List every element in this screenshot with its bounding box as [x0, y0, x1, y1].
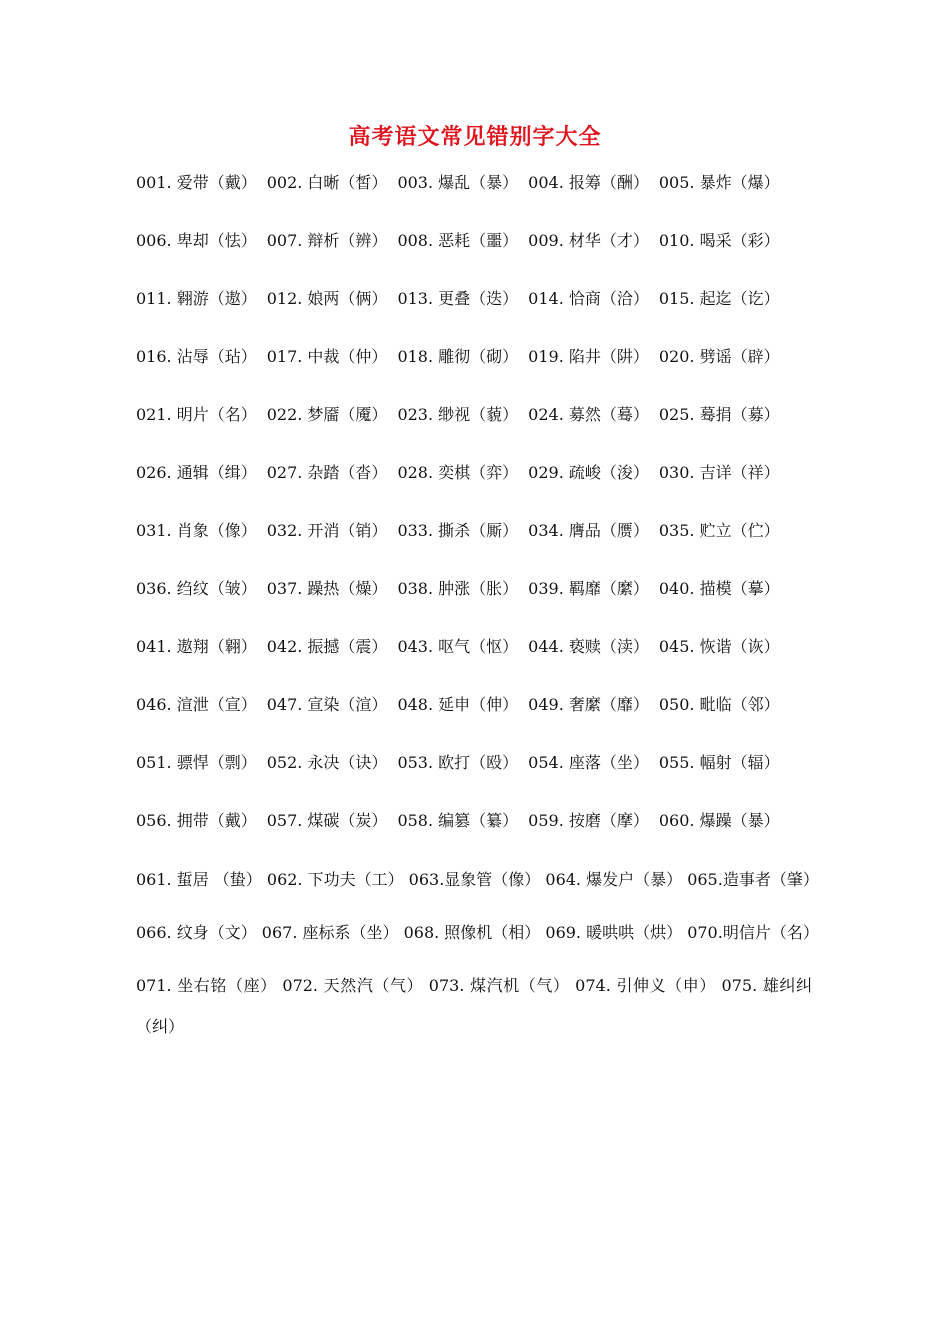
entry-paragraph: 071. 坐右铭（座） 072. 天然汽（气） 073. 煤汽机（气） 074. 引伸义（申） 075. 雄纠纠（纠）: [136, 976, 812, 1036]
entry-item: 057. 煤碳（炭）: [266, 811, 388, 830]
entry-item: 017. 中裁（仲）: [266, 347, 388, 366]
entry-item: 038. 肿涨（胀）: [397, 579, 519, 598]
entry-item: 001. 爱带（戴）: [136, 173, 257, 192]
entry-item: 026. 通辑（缉）: [136, 463, 257, 482]
entry-item: 002. 白晰（皙）: [266, 173, 388, 192]
entry-item: 039. 羁靡（縻）: [528, 579, 649, 598]
entry-item: 053. 欧打（殴）: [397, 753, 519, 772]
entry-line: [136, 400, 812, 430]
entry-item: 007. 辩析（辨）: [266, 231, 388, 250]
entry-item: 050. 毗临（邻）: [658, 695, 780, 714]
entry-item: 013. 更叠（迭）: [397, 289, 519, 308]
entry-line: [136, 690, 812, 720]
entry-item: 059. 按磨（摩）: [528, 811, 649, 830]
entry-item: 056. 拥带（戴）: [136, 811, 257, 830]
entry-item: 025. 蓦捐（募）: [658, 405, 780, 424]
entry-line: [136, 632, 812, 662]
entry-item: 051. 骠悍（剽）: [136, 753, 257, 772]
entry-item: 046. 渲泄（宣）: [136, 695, 257, 714]
entry-item: 016. 沾辱（玷）: [136, 347, 257, 366]
entry-line: [136, 284, 812, 314]
entry-item: 035. 贮立（伫）: [658, 521, 780, 540]
entry-item: 036. 绉纹（皱）: [136, 579, 257, 598]
entry-item: 044. 亵赎（渎）: [528, 637, 649, 656]
entry-item: 037. 躁热（燥）: [266, 579, 388, 598]
entry-item: 009. 材华（才）: [528, 231, 649, 250]
entry-item: 018. 雕彻（砌）: [397, 347, 519, 366]
entry-item: 052. 永决（诀）: [266, 753, 388, 772]
entry-line: [136, 168, 812, 198]
entry-item: 024. 募然（蓦）: [528, 405, 649, 424]
entry-item: 030. 吉详（祥）: [658, 463, 780, 482]
entry-item: 023. 缈视（藐）: [397, 405, 519, 424]
entry-paragraph: 061. 蜇居 （蛰） 062. 下功夫（工） 063.显象管（像） 064. 爆发户（暴） 065.造事者（肇）: [136, 870, 819, 889]
entry-paragraph: 066. 纹身（文） 067. 座标系（坐） 068. 照像机（相） 069. 暖哄哄（烘） 070.明信片（名）: [136, 923, 819, 942]
entry-item: 028. 奕棋（弈）: [397, 463, 519, 482]
entry-item: 021. 明片（名）: [136, 405, 257, 424]
entry-item: 032. 开消（销）: [266, 521, 388, 540]
entry-item: 020. 劈谣（辟）: [658, 347, 780, 366]
entry-item: 008. 恶耗（噩）: [397, 231, 519, 250]
entry-item: 049. 奢縻（靡）: [528, 695, 649, 714]
entry-item: 029. 疏峻（浚）: [528, 463, 649, 482]
entry-item: 058. 编篡（纂）: [397, 811, 519, 830]
document-body: [136, 168, 819, 1064]
entry-item: 011. 翱游（遨）: [136, 289, 257, 308]
entry-item: 041. 遨翔（翱）: [136, 637, 257, 656]
entry-item: 004. 报筹（酬）: [528, 173, 649, 192]
entry-item: 022. 梦靥（魇）: [266, 405, 388, 424]
entry-item: 027. 杂踏（沓）: [266, 463, 388, 482]
entry-item: 047. 宣染（渲）: [266, 695, 388, 714]
entry-line: [136, 342, 812, 372]
entry-item: 033. 撕杀（厮）: [397, 521, 519, 540]
entry-item: 031. 肖象（像）: [136, 521, 257, 540]
entry-item: 054. 座落（坐）: [528, 753, 649, 772]
entry-item: 043. 呕气（怄）: [397, 637, 519, 656]
entry-item: 012. 娘两（俩）: [266, 289, 388, 308]
entry-item: 015. 起迄（讫）: [658, 289, 780, 308]
entry-item: 055. 幅射（辐）: [658, 753, 780, 772]
entry-line: [136, 574, 812, 604]
entry-item: 048. 延申（伸）: [397, 695, 519, 714]
entry-item: 042. 振撼（震）: [266, 637, 388, 656]
entry-item: 010. 喝采（彩）: [658, 231, 780, 250]
entry-item: 034. 膺品（赝）: [528, 521, 649, 540]
entry-item: 006. 卑却（怯）: [136, 231, 257, 250]
entry-line: [136, 226, 812, 256]
entry-line: [136, 458, 812, 488]
entry-item: 060. 爆躁（暴）: [658, 811, 780, 830]
entry-line: [136, 748, 812, 778]
entry-item: 003. 爆乱（暴）: [397, 173, 519, 192]
entry-line: [136, 516, 812, 546]
entry-item: 045. 恢谐（诙）: [658, 637, 780, 656]
entry-item: 040. 描模（摹）: [658, 579, 780, 598]
document-title: 高考语文常见错别字大全: [348, 124, 602, 150]
entry-item: 014. 恰商（洽）: [528, 289, 649, 308]
entry-item: 005. 暴炸（爆）: [658, 173, 780, 192]
entry-item: 019. 陷井（阱）: [528, 347, 649, 366]
entry-line: [136, 806, 812, 836]
